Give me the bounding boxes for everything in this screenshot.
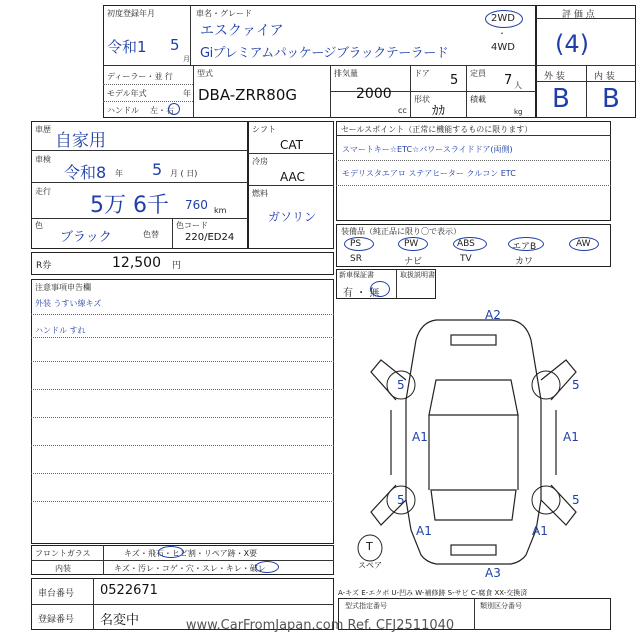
- drive-2wd: 2WD: [491, 13, 515, 24]
- interior-items: キズ・汚レ・コゲ・穴・スレ・キレ・破レ: [114, 564, 266, 573]
- inspection-month: 5: [152, 160, 163, 179]
- color-change-label: 色替: [143, 230, 159, 239]
- capacity: 7: [504, 73, 513, 88]
- note-line1: 外装 うすい線キズ: [35, 299, 102, 308]
- warranty-label: 新車保証書: [339, 271, 374, 279]
- interior-label: 内装: [55, 564, 71, 573]
- plate-value: 名変中: [100, 613, 140, 628]
- color: ブラック: [60, 230, 112, 245]
- mark-left-door: A1: [412, 430, 428, 444]
- glass-label: フロントガラス: [35, 549, 91, 558]
- model-line1: エスクァイア: [200, 23, 284, 39]
- score-value: (4): [555, 30, 589, 58]
- equip-aw-circle: [569, 237, 599, 251]
- ext-grade: B: [552, 84, 570, 114]
- drive-dot: ・: [498, 29, 506, 38]
- handle-right-circle: [168, 103, 180, 115]
- inspection-year-unit: 年: [115, 169, 123, 178]
- notes-title: 注意事項申告欄: [35, 283, 91, 292]
- color-label: 色: [35, 221, 43, 230]
- glass-items: キズ・飛石・ヒビ割・リペア跡・X要: [124, 549, 258, 558]
- equip-navi: ナビ: [404, 257, 423, 267]
- fuel: ガソリン: [268, 210, 317, 224]
- manual-label: 取扱説明書: [400, 271, 435, 279]
- mark-rear-left-wheel: 5: [397, 493, 405, 507]
- equip-abs: ABS: [457, 239, 475, 249]
- equip-aw: AW: [576, 239, 591, 249]
- mark-rear-right: A1: [532, 524, 548, 538]
- ac: AAC: [280, 170, 305, 184]
- capacity-unit: 人: [514, 81, 522, 90]
- model-year-unit: 年: [183, 89, 191, 98]
- load-label: 積載: [470, 95, 486, 104]
- ac-label: 冷房: [252, 157, 268, 166]
- displacement-label: 排気量: [334, 69, 358, 78]
- dealer-label: ディーラー・並 行: [107, 72, 173, 81]
- equip-airbag: エアB: [512, 242, 537, 252]
- mark-spare-tire: T: [366, 540, 373, 553]
- equip-sr: SR: [350, 254, 362, 264]
- type-label: 型式: [197, 69, 213, 78]
- color-code-label: 色コード: [176, 221, 208, 230]
- recycle-unit: 円: [172, 261, 182, 271]
- capacity-label: 定員: [470, 69, 486, 78]
- doors: 5: [450, 73, 459, 88]
- recycle-block: [31, 252, 334, 275]
- first-reg-era: 令和1: [107, 38, 147, 56]
- equip-airbag-circle: [508, 237, 544, 251]
- recycle-label: R券: [36, 261, 52, 271]
- model-name-label: 車名・グレード: [196, 9, 252, 18]
- plate-label: 登録番号: [38, 615, 75, 625]
- shape: ｶｶ: [432, 104, 445, 119]
- interior-rub-circle: [255, 561, 279, 573]
- mileage-label: 走行: [35, 187, 51, 196]
- inspection-month-unit: 月 ( 日): [170, 169, 198, 178]
- mark-right-door: A1: [563, 430, 579, 444]
- glass-chip-circle: [158, 546, 184, 558]
- mark-front-right-wheel: 5: [572, 378, 580, 392]
- fuel-label: 燃料: [252, 189, 268, 198]
- mark-front: A2: [485, 308, 501, 322]
- sales-point-line1: スマートキー☆ETC☆パワースライドドア(両側): [342, 145, 513, 154]
- shift: CAT: [280, 138, 303, 152]
- watermark-text: www.CarFromJapan.com Ref. CFJ2511040: [185, 618, 455, 633]
- chassis-label: 車台番号: [38, 589, 75, 599]
- mark-rear-right-wheel: 5: [572, 493, 580, 507]
- chassis-no: 0522671: [100, 583, 158, 598]
- handle-value: 左・右: [150, 106, 174, 115]
- inspection-era: 令和8: [64, 163, 107, 182]
- displacement: 2000: [356, 86, 392, 102]
- mileage: 5万 6千: [90, 193, 169, 218]
- sales-points-title: セールスポイント（正常に機能するものに限ります）: [341, 125, 533, 134]
- equip-ps: PS: [350, 239, 362, 249]
- color-code: 220/ED24: [185, 232, 235, 243]
- type-code: DBA-ZRR80G: [198, 86, 298, 104]
- equipment-title: 装備品（純正品に限り〇で表示）: [341, 227, 461, 236]
- car-diagram: [336, 300, 611, 584]
- model-line2: Giプレミアムパッケージブラックテーラード: [200, 46, 449, 61]
- kg-unit: kg: [514, 108, 523, 116]
- equip-pw-circle: [398, 237, 428, 251]
- mark-rear: A3: [485, 566, 501, 580]
- sales-point-line2: モデリスタエアロ ステアヒーター クルコン ETC: [342, 169, 516, 178]
- equip-pw: PW: [404, 239, 419, 249]
- first-reg-month-unit: 月: [183, 55, 190, 63]
- warranty-no-circle: [370, 281, 390, 297]
- doors-label: ドア: [414, 69, 430, 78]
- drive-4wd: 4WD: [491, 42, 515, 53]
- km-unit: km: [214, 206, 227, 215]
- first-reg-month: 5: [170, 36, 180, 54]
- damage-legend: A-キズ E-エクボ U-凹み W-補修跡 S-サビ C-腐食 XX-交換済: [338, 589, 528, 597]
- spare-label: スペア: [358, 561, 382, 570]
- category: 自家用: [55, 131, 106, 151]
- score-label: 評 価 点: [562, 10, 595, 20]
- int-grade-label: 内 装: [594, 72, 615, 82]
- handle-label: ハンドル: [107, 106, 139, 115]
- inspection-label: 車検: [35, 155, 51, 164]
- warranty-value: 有 ・ 無: [343, 288, 380, 299]
- category-label: 車歴: [35, 125, 51, 134]
- note-line2: ハンドル すれ: [35, 326, 86, 335]
- equip-tv: TV: [460, 254, 472, 264]
- shape-label: 形状: [414, 95, 430, 104]
- equip-abs-circle: [453, 237, 487, 251]
- equip-leather: カワ: [515, 257, 534, 267]
- form-number-label: 型式指定番号: [345, 602, 387, 610]
- mark-rear-left: A1: [416, 524, 432, 538]
- equip-ps-circle: [344, 237, 374, 251]
- cc-unit: cc: [398, 106, 407, 115]
- mileage-sub: 760: [185, 198, 208, 212]
- ext-grade-label: 外 装: [544, 72, 565, 82]
- int-grade: B: [602, 84, 620, 114]
- model-year-label: モデル年式: [107, 89, 147, 98]
- category-number-label: 類別区分番号: [480, 602, 522, 610]
- mark-front-left-wheel: 5: [397, 378, 405, 392]
- shift-label: シフト: [252, 125, 276, 134]
- notes-block: [31, 279, 334, 544]
- first-reg-label: 初度登録年月: [107, 9, 155, 18]
- recycle-amount: 12,500: [112, 255, 161, 271]
